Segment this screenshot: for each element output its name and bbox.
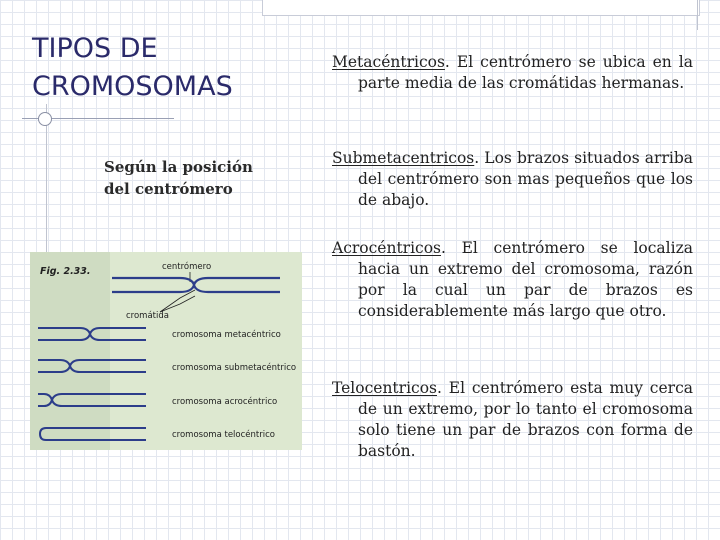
- chromosome-top: [112, 278, 280, 292]
- entry-metacentricos: [332, 52, 693, 94]
- term: Submetacentricos: [332, 149, 475, 167]
- entry-submetacentricos: [332, 148, 693, 211]
- label-acrocentrico: cromosoma acrocéntrico: [172, 397, 278, 407]
- term: Acrocéntricos: [332, 239, 442, 257]
- term: Telocentricos: [332, 379, 437, 397]
- title-line-2: CROMOSOMAS: [32, 71, 233, 102]
- label-metacentrico: cromosoma metacéntrico: [172, 330, 281, 340]
- title-line-1: TIPOS DE: [32, 33, 158, 64]
- label-cromatida: cromátida: [126, 311, 169, 321]
- decorative-line: [697, 0, 698, 30]
- page-title: [32, 30, 272, 106]
- description: . Los brazos situados arriba del centrómero son mas pequeños que los de abajo.: [358, 149, 693, 209]
- decorative-frame: [262, 0, 700, 16]
- subtitle-line-2: del centrómero: [104, 180, 233, 198]
- description: . El centrómero esta muy cerca de un extremo, por lo tanto el cromosoma solo tiene un par de brazos con forma de bastón.: [358, 379, 693, 460]
- chromosome-figure: [30, 252, 302, 450]
- subtitle-line-1: Según la posición: [104, 158, 253, 176]
- chromosome-diagram: [30, 252, 302, 450]
- entry-acrocentricos: [332, 238, 693, 322]
- label-submetacentrico: cromosoma submetacéntrico: [172, 363, 297, 373]
- label-centromero: centrómero: [162, 262, 212, 272]
- entry-telocentricos: [332, 378, 693, 462]
- divider-circle-icon: [38, 112, 52, 126]
- decorative-line: [46, 104, 47, 254]
- subtitle: [104, 156, 274, 200]
- label-telocentrico: cromosoma telocéntrico: [172, 430, 275, 440]
- description: . El centrómero se localiza hacia un extremo del cromosoma, razón por la cual un par de brazos es considerablemente más largo que otro.: [358, 239, 693, 320]
- term: Metacéntricos: [332, 53, 445, 71]
- description: . El centrómero se ubica en la parte media de las cromátidas hermanas.: [358, 53, 693, 92]
- figure-texture: [30, 252, 110, 450]
- figure-label: Fig. 2.33.: [40, 266, 91, 277]
